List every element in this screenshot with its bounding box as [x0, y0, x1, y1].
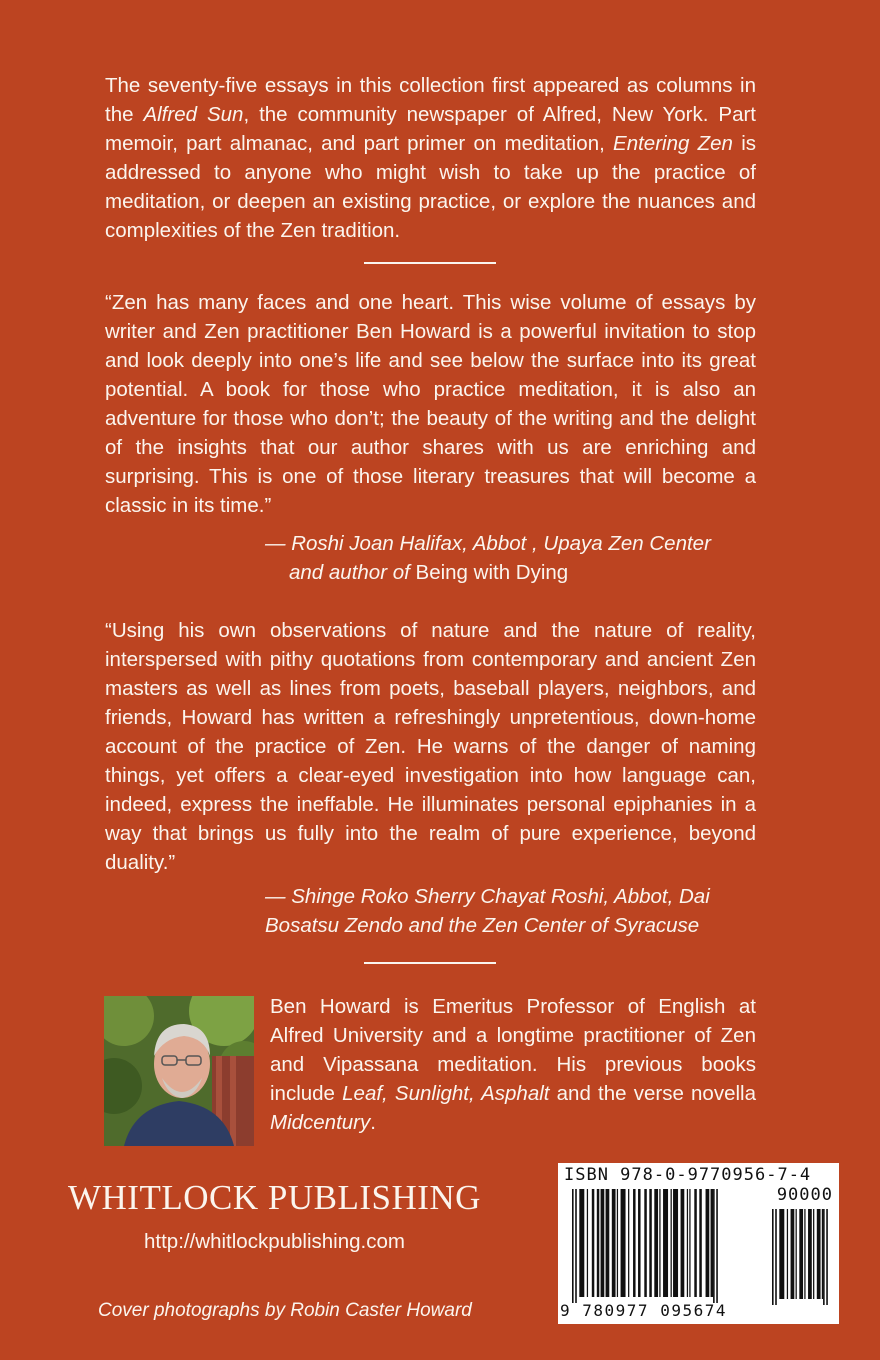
isbn-number: ISBN 978-0-9770956-7-4: [564, 1165, 812, 1185]
author-bio-book-1: Leaf, Sunlight, Asphalt: [342, 1082, 550, 1105]
intro-text-1: The seventy-five essays in this collection first appeared as columns in the: [105, 74, 756, 126]
divider-1: [364, 262, 496, 264]
attribution-halifax-line2: and author of: [289, 561, 416, 584]
attribution-halifax-line1: — Roshi Joan Halifax, Abbot , Upaya Zen Center: [265, 532, 711, 555]
author-bio-book-2: Midcentury: [270, 1111, 371, 1134]
intro-text-3: is addressed to anyone who might wish to take up the practice of meditation, or deepen an existing practice, or explore the nuances and complexities of the Zen tradition.: [105, 132, 756, 242]
attribution-chayat: [265, 882, 710, 940]
author-bio-text-3: .: [370, 1111, 376, 1134]
blurb-halifax-text: “Zen has many faces and one heart. This wise volume of essays by writer and Zen practitioner Ben Howard is a powerful invitation to stop and look deeply into one’s life and see below the surface into its great potential. A book for those who practice meditation, it is also an adventure for those who don’t; the beauty of the writing and the delight of the insights that our author shares with us are enriching and surprising. This is one of those literary treasures that will become a classic in its time.”: [105, 291, 756, 517]
publisher-url[interactable]: http://whitlockpublishing.com: [144, 1230, 405, 1253]
attribution-chayat-line2: Bosatsu Zendo and the Zen Center of Syracuse: [265, 914, 700, 937]
attribution-halifax-book: Being with Dying: [415, 561, 569, 584]
publisher-name: WHITLOCK PUBLISHING: [68, 1178, 481, 1217]
divider-2: [364, 962, 496, 964]
author-bio: [270, 992, 756, 1137]
author-bio-text-1: Ben Howard is Emeritus Professor of English at Alfred University and a longtime practitioner of Zen and Vipassana meditation. His previous books include: [270, 995, 756, 1105]
photo-credit: Cover photographs by Robin Caster Howard: [98, 1300, 472, 1321]
price-addon-digits: 90000: [776, 1185, 833, 1205]
author-photo: [104, 996, 254, 1146]
ean-digits: 9 780977 095674: [560, 1301, 727, 1320]
attribution-halifax: [265, 529, 711, 587]
blurb-chayat: [105, 616, 756, 877]
blurb-chayat-text: “Using his own observations of nature and the nature of reality, interspersed with pithy quotations from contemporary and ancient Zen masters as well as lines from poets, baseball players, neighbors, and friends, Howard has written a refreshingly unpretentious, down-home account of the practice of Zen. He warns of the danger of naming things, yet offers a clear-eyed investigation into how language can, indeed, express the ineffable. He illuminates personal epiphanies in a way that brings us fully into the realm of pure experience, beyond duality.”: [105, 619, 756, 874]
attribution-chayat-line1: — Shinge Roko Sherry Chayat Roshi, Abbot, Dai: [265, 885, 710, 908]
barcode-bars: [558, 1163, 839, 1324]
author-bio-text-2: and the verse novella: [549, 1082, 756, 1105]
isbn-barcode: [558, 1163, 839, 1324]
book-title: Entering Zen: [613, 132, 733, 155]
intro-paragraph: [105, 71, 756, 245]
blurb-halifax: [105, 288, 756, 520]
intro-text-2: , the community newspaper of Alfred, New York. Part memoir, part almanac, and part primer on meditation,: [105, 103, 756, 155]
newspaper-title: Alfred Sun: [143, 103, 244, 126]
